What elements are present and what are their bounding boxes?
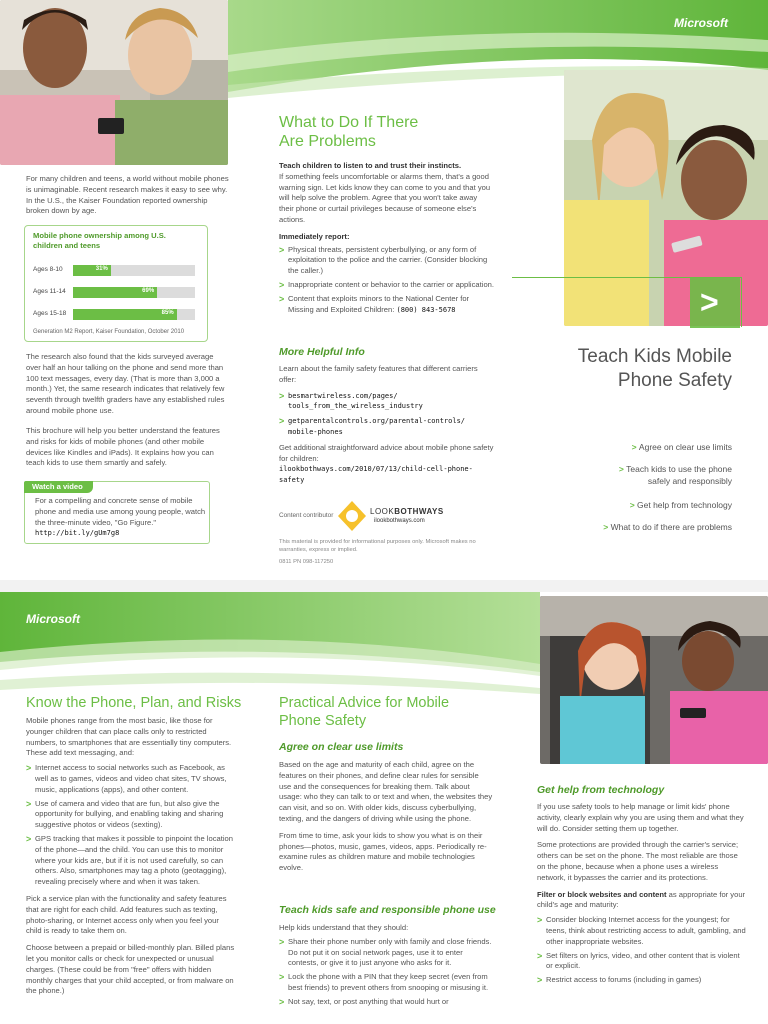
list-item: > Consider blocking Internet access for the youngest; for teens, think about restricting access to adult, gambling, and other inappropriate websites.: [537, 915, 747, 947]
link-besmartwireless[interactable]: besmartwireless.com/pages/ tools_from_the_wireless_industry: [288, 391, 423, 411]
cover-arrow-icon: >: [700, 284, 719, 320]
know-phone-title: Know the Phone, Plan, and Risks: [26, 695, 242, 711]
chart-title: Mobile phone ownership among U.S. children and teens: [33, 231, 166, 250]
list-item: > Not say, text, or post anything that would hurt or: [279, 997, 493, 1008]
part-number: 0811 PN 098-117250: [279, 559, 334, 565]
cover-green-rule: [512, 277, 742, 278]
know-phone-section: [26, 716, 236, 997]
chart-category-label: Ages 8-10: [33, 266, 63, 273]
instincts-section: [279, 161, 494, 318]
list-item: [279, 391, 494, 413]
list-item: [279, 416, 494, 438]
problems-title-line2: Are Problems: [279, 133, 376, 150]
chart-bar: [73, 265, 111, 276]
filter-list: [537, 915, 747, 986]
chart-bar-row-2: [33, 309, 201, 321]
chart-source: Generation M2 Report, Kaiser Foundation, October 2010: [33, 329, 185, 335]
report-list: [279, 245, 494, 316]
cover-item-text: Get help from technology: [637, 500, 732, 510]
video-description: For a compelling and concrete sense of mobile phone and media use among young people, watch the three-minute video, "Go Figure.": [35, 496, 206, 527]
cover-item-problems: > What to do if there are problems: [603, 522, 732, 532]
advice-text: Get additional straightforward advice about mobile phone safety for children:: [279, 442, 494, 463]
chart-value-label: 85%: [161, 310, 174, 316]
lookbothways-url: ilookbothways.com: [374, 518, 425, 524]
instincts-text: If something feels uncomfortable or alarms them, that's a good warning sign. Let kids know they can come to you and that you will help solve the problem. Agree that you won't take away their phone or curtail privileges because of someone else's actions.: [279, 171, 491, 224]
chart-bar-track: [73, 309, 195, 320]
lbw-logo-both: BOTHWAYS: [394, 507, 444, 516]
lookbothways-wordmark: [370, 507, 444, 516]
video-box: [24, 481, 210, 544]
list-item-text: Content that exploits minors to the National Center for Missing and Exploited Children:: [288, 293, 470, 314]
microsoft-logo: Microsoft: [674, 16, 728, 30]
cover-item-technology: > Get help from technology: [629, 500, 732, 510]
ncmec-phone[interactable]: (800) 843-5678: [396, 305, 456, 314]
link-getparentalcontrols[interactable]: getparentalcontrols.org/parental-controls/ mobile-phones: [288, 417, 466, 436]
chart-bar: [73, 309, 177, 320]
chart-category-label: Ages 15-18: [33, 310, 67, 317]
teach-kids-heading: Teach kids safe and responsible phone use: [279, 904, 496, 916]
more-info-section: [279, 364, 494, 486]
technology-p1: If you use safety tools to help manage or limit kids' phone activity, clearly explain why you are using them and what they will do. Consider setting them up together.: [537, 802, 744, 833]
instincts-lead: Teach children to listen to and trust their instincts.: [279, 161, 462, 170]
chart-bar-row-1: [33, 287, 201, 299]
teach-kids-intro: Help kids understand that they should:: [279, 923, 409, 932]
lookbothways-logo: [338, 501, 366, 531]
link-ilookbothways[interactable]: ilookbothways.com/2010/07/13/child-cell-phone-safety: [279, 465, 473, 485]
use-limits-p1: Based on the age and maturity of each child, agree on the features on their phones, and define clear rules for sensible use and the consequences for breaking them. Talk about usage: who they can talk to or text and when, the websites they can visit, and so on. With older kids, discuss cyberbullying, texting, and the dangers of driving while using the phone.: [279, 760, 493, 823]
brochure-inside: [0, 592, 768, 1024]
service-plan-paragraph: Pick a service plan with the functionality and safety features that are right for each child. Add features such as texting, photo-sharing, or Internet access only when you feel your child is ready to take them on.: [26, 893, 227, 936]
photo-girls-in-car: [540, 596, 768, 764]
intro-paragraph: For many children and teens, a world without mobile phones is unimaginable. Recent research makes it easy to see why. In the U.S., the Kaiser Foundation reported ownership broken down by age.: [26, 174, 229, 216]
cover-green-rule-vertical: [741, 277, 742, 327]
cover-item-limits: > Agree on clear use limits: [631, 442, 732, 452]
chart-category-label: Ages 11-14: [33, 288, 66, 295]
microsoft-logo-inside: Microsoft: [26, 612, 80, 626]
filter-bold: Filter or block websites and content: [537, 889, 667, 899]
contributor-label: Content contributor: [279, 512, 334, 519]
practical-advice-title-line2: Phone Safety: [279, 713, 367, 729]
more-info-heading: More Helpful Info: [279, 346, 365, 358]
list-item: > Internet access to social networks such as Facebook, as well as to games, videos and video chat sites, TV shows, music, applications (apps), and other content.: [26, 763, 236, 795]
cover-item-text: Teach kids to use the phone safely and responsibly: [626, 464, 732, 486]
carrier-links: [279, 391, 494, 438]
billing-paragraph: Choose between a prepaid or billed-monthly plan. Billed plans let you monitor calls or check for unexpected or unusual charges. (These could be from "free" offers with hidden monthly charges that your child accepted, or from malware on the phone.): [26, 943, 235, 996]
practical-advice-title-line1: Practical Advice for Mobile: [279, 695, 450, 711]
green-banner-inside: [0, 592, 540, 704]
use-limits-p2: From time to time, ask your kids to show you what is on their phones—photos, music, games, videos, apps. Periodically re-examine rules as children mature and mobile technologies evolve.: [279, 830, 487, 873]
video-tab: Watch a video: [24, 481, 93, 493]
more-info-text: Learn about the family safety features that different carriers offer:: [279, 364, 478, 384]
chart-bar-row-0: [33, 265, 201, 277]
list-item: > Set filters on lyrics, video, and other content that is violent or explicit.: [537, 951, 747, 973]
list-item: > Lock the phone with a PIN that they keep secret (even from best friends) to prevent others from snooping or misusing it.: [279, 972, 493, 994]
practical-advice-title: [279, 694, 449, 730]
list-item: > Restrict access to forums (including in games): [537, 975, 747, 986]
technology-heading: Get help from technology: [537, 784, 665, 796]
teach-kids-section: [279, 923, 493, 1011]
use-limits-section: [279, 760, 493, 874]
use-limits-heading: Agree on clear use limits: [279, 741, 404, 753]
chart-value-label: 31%: [95, 266, 108, 272]
cover-item-text: Agree on clear use limits: [638, 442, 732, 452]
problems-title-line1: What to Do If There: [279, 114, 419, 131]
list-item: > GPS tracking that makes it possible to pinpoint the location of the phone—and the child. You can use this to monitor where your kids are, but if it is not used carefully, so can others. Also, smartphones may tag a photo (geotagging), revealing precisely where and when it was taken.: [26, 834, 236, 888]
research-paragraph: The research also found that the kids surveyed average over half an hour talking on the phone and send more than 100 text messages, every day. (That is more than 3,000 a month.) Yet, the same research indicates that relatively few seventh through twelfth graders have any established rules around mobile phone use.: [26, 352, 225, 415]
phone-features-list: [26, 763, 236, 888]
lbw-logo-look: LOOK: [370, 507, 395, 516]
list-item: > Use of camera and video that are fun, but also give the opportunity for bullying, and enabling taking and sharing suggestive photos or videos (sexting).: [26, 799, 236, 831]
chart-bar-track: [73, 265, 195, 276]
chart-bar: [73, 287, 157, 298]
page-gap: [0, 580, 768, 592]
brochure-purpose-paragraph: This brochure will help you better understand the features and risks for kids of mobile phones (and other mobile devices like Kindles and iPads). It explains how you can teach kids to use them smartly and safely.: [26, 426, 220, 468]
video-link[interactable]: http://bit.ly/gUm7g8: [35, 529, 120, 537]
chart-value-label: 69%: [142, 288, 155, 294]
filter-text: as appropriate for your child's age and maturity:: [537, 889, 746, 910]
ownership-chart-box: [24, 225, 208, 342]
technology-section: [537, 802, 747, 989]
cover-item-teach: > Teach kids to use the phone safely and responsibly: [618, 464, 732, 486]
know-phone-intro: Mobile phones range from the most basic, like those for younger children that can place calls only to restricted numbers, to smartphones that are essentially tiny computers. These add text messaging, and:: [26, 716, 232, 758]
report-heading: Immediately report:: [279, 231, 350, 241]
cover-title-line2: Phone Safety: [617, 370, 732, 391]
list-item: > Inappropriate content or behavior to the carrier or application.: [279, 280, 494, 291]
teach-kids-list: [279, 937, 493, 1008]
problems-title: [279, 113, 479, 151]
photo-boys-with-phone: [0, 0, 228, 165]
filter-intro: [537, 890, 747, 912]
list-item: > Share their phone number only with family and close friends. Do not put it on social network pages, use it to enter contests, or give it to just anyone who asks for it.: [279, 937, 493, 969]
list-item: > Physical threats, persistent cyberbullying, or any form of exploitation to the police and the carrier. (Consider blocking the caller.): [279, 245, 494, 277]
disclaimer: This material is provided for informational purposes only. Microsoft makes no warranties, express or implied.: [279, 539, 476, 553]
chart-bar-track: [73, 287, 195, 298]
cover-title-line1: Teach Kids Mobile: [577, 346, 732, 367]
cover-item-text: What to do if there are problems: [610, 522, 732, 532]
technology-p2: Some protections are provided through the carrier's service; others can be set on the phone. The most reliable are those on the phone, because when a phone uses a wireless network, it bypasses the carrier and its protections.: [537, 840, 739, 882]
list-item: [279, 294, 494, 316]
cover-title: [578, 345, 732, 393]
